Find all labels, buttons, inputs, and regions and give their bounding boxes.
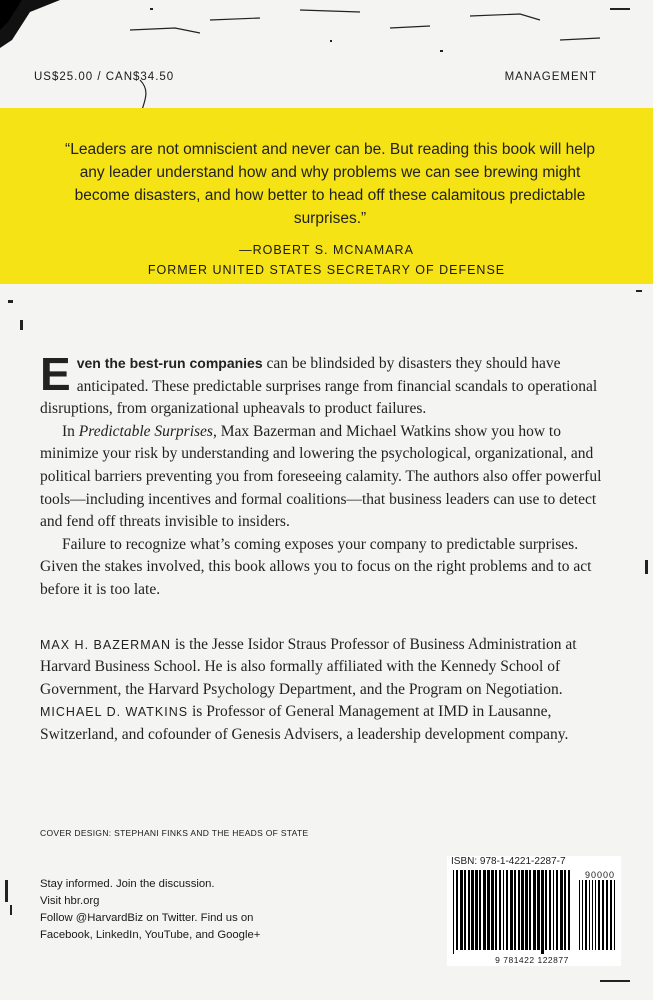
bio-text: is Professor of General Management at IMD in Lausanne, Switzerland, and cofounder of Genesis Advisers, a leadership development company. (40, 703, 569, 743)
book-description (40, 348, 615, 602)
isbn-digits: 9 781422 122877 (495, 955, 569, 965)
social-line: Stay informed. Join the discussion. (40, 878, 215, 890)
barcode (447, 856, 621, 966)
social-block (40, 876, 260, 944)
description-text: , Max Bazerman and Michael Watkins show you how to minimize your risk by understanding and lowering the psychological, organizational, and political barriers preventing you from foreseeing calamity. The authors also offer powerful tools—including incentives and formal coalitions—that business leaders can use to detect and fend off threats invisible to insiders. (40, 422, 602, 531)
book-title: Predictable Surprises (78, 422, 213, 440)
description-text: can be blindsided by disasters they should have anticipated. These predictable surprises range from financial scandals to operational disruptions, from organizational upheavals to product failures. (40, 355, 598, 418)
price: US$25.00 / CAN$34.50 (34, 71, 175, 83)
drop-cap: E (40, 348, 71, 400)
cover-design-credit: COVER DESIGN: STEPHANI FINKS AND THE HEADS OF STATE (40, 828, 309, 838)
barcode-bars (451, 870, 617, 954)
author-name-watkins: MICHAEL D. WATKINS (40, 705, 189, 720)
author-name-bazerman: MAX H. BAZERMAN (40, 638, 171, 652)
bio-paragraph (40, 634, 615, 746)
isbn-label: ISBN: 978-1-4221-2287-7 (451, 856, 566, 867)
social-line: Follow @HarvardBiz on Twitter. Find us on (40, 912, 254, 924)
description-text: In (62, 422, 79, 440)
social-line: Visit hbr.org (40, 895, 100, 907)
description-lead: ven the best-run companies (76, 355, 263, 371)
quote-author: —ROBERT S. MCNAMARA (239, 243, 414, 257)
description-paragraph-3: Failure to recognize what’s coming exposes your company to predictable surprises. Given the stakes involved, this book allows you to focus on the right problems and to act before it is too late. (40, 535, 592, 598)
price-code: 90000 (584, 870, 615, 880)
social-line: Facebook, LinkedIn, YouTube, and Google+ (40, 929, 261, 941)
quote-author-title: FORMER UNITED STATES SECRETARY OF DEFENSE (147, 263, 506, 277)
description-paragraph-1 (40, 348, 615, 421)
category-label: MANAGEMENT (504, 71, 597, 83)
bio-text: is the Jesse Isidor Straus Professor of Business Administration at Harvard Business School. He is also formally affiliated with the Kennedy School of Government, the Harvard Psychology Department, and the Program on Negotiation. (40, 636, 577, 698)
endorsement-quote: “Leaders are not omniscient and never can be. But reading this book will help any leader understand how and why problems we can see brewing might become disasters, and how better to head off these calamitous predictable surprises.” (65, 141, 595, 227)
author-bios (40, 634, 615, 746)
description-paragraph-2 (40, 421, 615, 534)
